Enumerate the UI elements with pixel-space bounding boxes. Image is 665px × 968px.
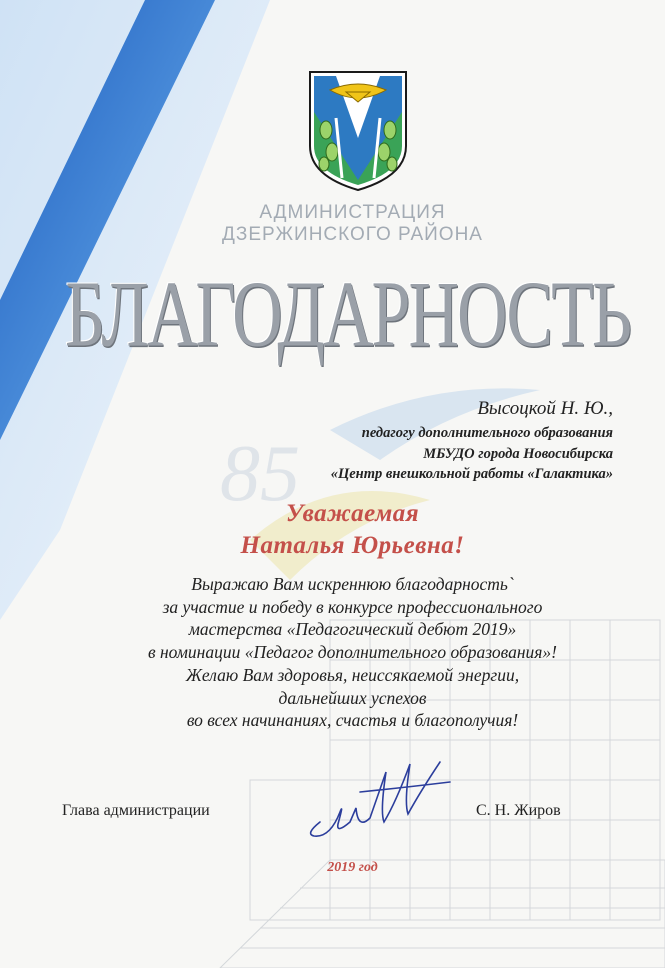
org-name-line1: АДМИНИСТРАЦИЯ: [259, 202, 446, 223]
gratitude-text: [0, 573, 665, 732]
recipient-position: педагогу дополнительного образования: [361, 425, 613, 441]
body-line: Желаю Вам здоровья, неиссякаемой энергии,: [185, 664, 520, 685]
body-line: мастерства «Педагогический дебют 2019»: [188, 619, 517, 640]
coat-of-arms-emblem: [306, 68, 410, 192]
body-line: во всех начинаниях, счастья и благополучия!: [186, 710, 519, 731]
greeting-salutation: Уважаемая: [285, 500, 420, 527]
org-name-line2: ДЗЕРЖИНСКОГО РАЙОНА: [222, 224, 483, 245]
document-year: 2019 год: [327, 860, 378, 875]
body-line: в номинации «Педагог дополнительного образования»!: [147, 642, 558, 663]
document-title: БЛАГОДАРНОСТЬ: [64, 263, 631, 368]
signatory-position: Глава администрации: [62, 802, 210, 819]
signatory-name: С. Н. Жиров: [476, 802, 561, 819]
anniversary-watermark: 85: [220, 430, 300, 518]
body-line: Выражаю Вам искреннюю благодарность`: [191, 574, 514, 594]
handwritten-signature: [300, 752, 460, 842]
body-line: за участие и победу в конкурсе профессионального: [162, 596, 543, 617]
recipient-institution: МБУДО города Новосибирска: [423, 446, 613, 462]
recipient-name: Высоцкой Н. Ю.,: [477, 398, 613, 419]
recipient-center: «Центр внешкольной работы «Галактика»: [330, 466, 613, 482]
greeting-name: Наталья Юрьевна!: [240, 532, 465, 559]
body-line: дальнейших успехов: [278, 687, 427, 708]
